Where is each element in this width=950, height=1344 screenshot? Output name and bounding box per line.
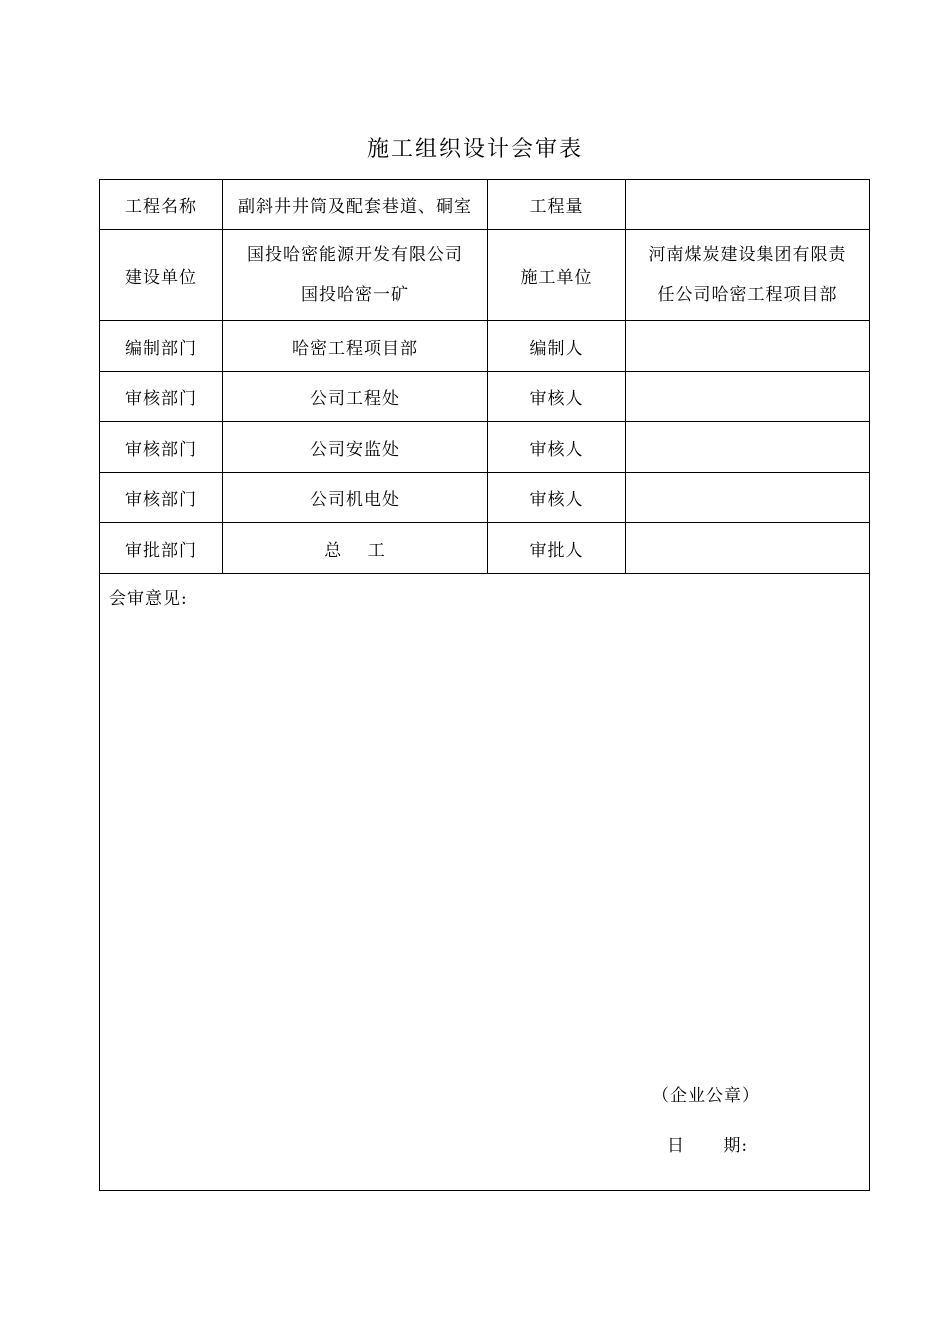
compiler-person-label: 编制人 xyxy=(488,321,626,372)
contractor-value-line2: 任公司哈密工程项目部 xyxy=(657,285,838,305)
builder-value-line1: 国投哈密能源开发有限公司 xyxy=(247,245,463,265)
table-row xyxy=(100,422,870,473)
opinion-cell xyxy=(100,574,870,1191)
contractor-label: 施工单位 xyxy=(488,230,626,321)
compiler-dept-label: 编制部门 xyxy=(100,321,223,372)
builder-value-line2: 国投哈密一矿 xyxy=(301,285,409,305)
reviewer-label: 审核人 xyxy=(488,372,626,422)
table-row xyxy=(100,372,870,422)
approver-value xyxy=(626,523,870,574)
reviewer-label: 审核人 xyxy=(488,422,626,473)
date-label: 日 期: xyxy=(667,1136,749,1156)
review-dept-value: 公司工程处 xyxy=(223,372,488,422)
review-table xyxy=(99,179,870,1191)
opinion-label: 会审意见: xyxy=(109,589,188,609)
review-dept-value: 公司安监处 xyxy=(223,422,488,473)
company-seal-label: （企业公章） xyxy=(652,1086,760,1106)
builder-value xyxy=(223,230,488,321)
table-row xyxy=(100,473,870,523)
table-row xyxy=(100,230,870,321)
reviewer-value xyxy=(626,372,870,422)
workload-label: 工程量 xyxy=(488,180,626,230)
page-title: 施工组织设计会审表 xyxy=(366,137,583,162)
table-row xyxy=(100,574,870,1191)
approval-dept-label: 审批部门 xyxy=(100,523,223,574)
compiler-dept-value: 哈密工程项目部 xyxy=(223,321,488,372)
review-dept-label: 审核部门 xyxy=(100,422,223,473)
table-row xyxy=(100,523,870,574)
approver-label: 审批人 xyxy=(488,523,626,574)
review-dept-value: 公司机电处 xyxy=(223,473,488,523)
builder-label: 建设单位 xyxy=(100,230,223,321)
contractor-value xyxy=(626,230,870,321)
compiler-person-value xyxy=(626,321,870,372)
reviewer-label: 审核人 xyxy=(488,473,626,523)
review-dept-label: 审核部门 xyxy=(100,372,223,422)
reviewer-value xyxy=(626,473,870,523)
approval-dept-value: 总 工 xyxy=(223,523,488,574)
table-row xyxy=(100,321,870,372)
reviewer-value xyxy=(626,422,870,473)
workload-value xyxy=(626,180,870,230)
contractor-value-line1: 河南煤炭建设集团有限责 xyxy=(648,245,847,265)
table-row xyxy=(100,180,870,230)
project-name-label: 工程名称 xyxy=(100,180,223,230)
project-name-value: 副斜井井筒及配套巷道、硐室 xyxy=(223,180,488,230)
review-dept-label: 审核部门 xyxy=(100,473,223,523)
